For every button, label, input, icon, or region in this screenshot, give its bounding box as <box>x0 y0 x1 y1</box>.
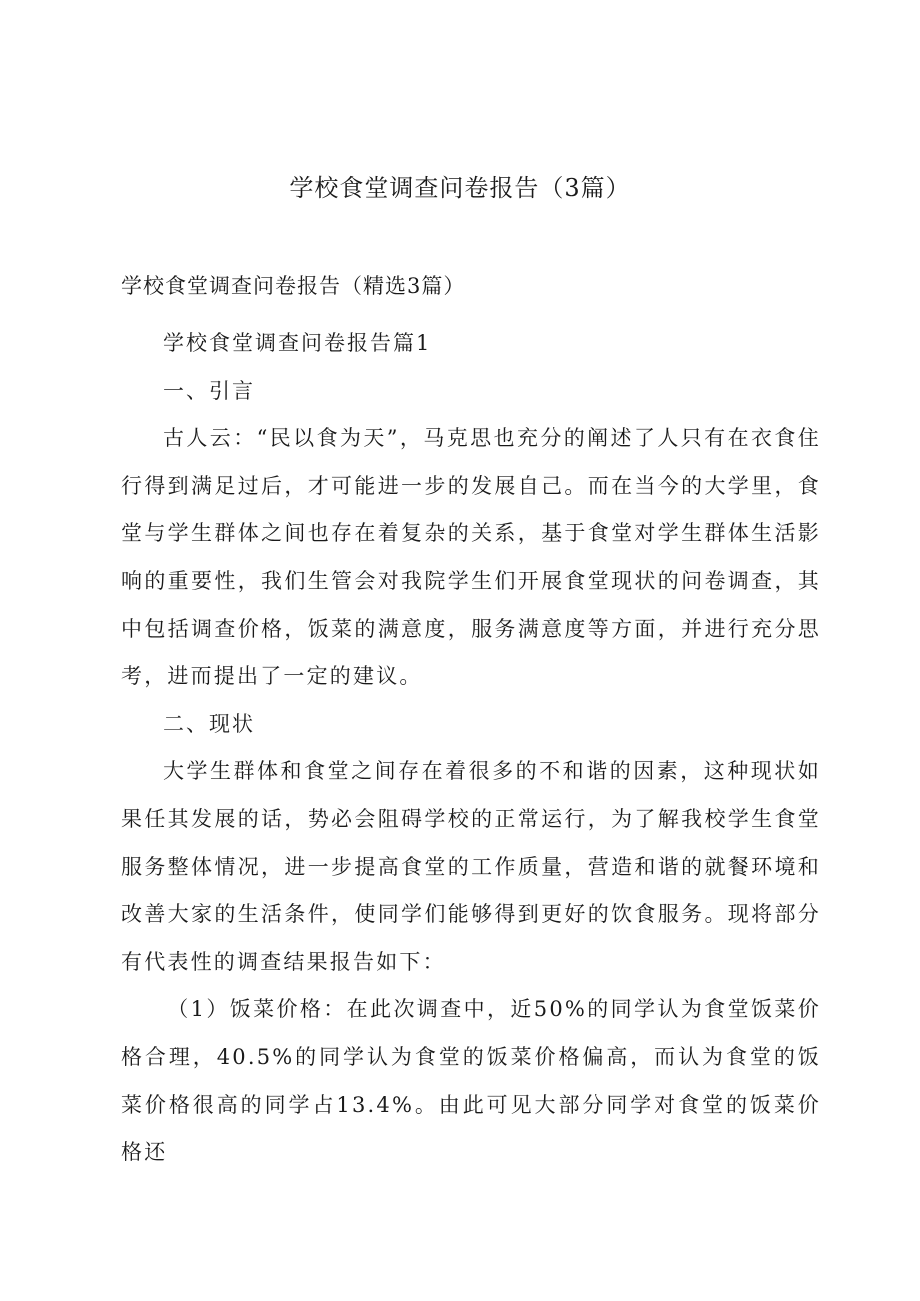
document-body <box>121 320 821 1177</box>
section-title: 学校食堂调查问卷报告篇1 <box>163 331 432 355</box>
document-title: 学校食堂调查问卷报告（3篇） <box>289 174 631 202</box>
document-subtitle: 学校食堂调查问卷报告（精选3篇） <box>121 274 466 298</box>
paragraph-status: 大学生群体和食堂之间存在着很多的不和谐的因素，这种现状如果任其发展的话，势必会阻碍学校的正常运行，为了解我校学生食堂服务整体情况，进一步提高食堂的工作质量，营造和谐的就餐环境和改善大家的生活条件，使同学们能够得到更好的饮食服务。现将部分有代表性的调查结果报告如下： <box>121 759 821 974</box>
heading-introduction: 一、引言 <box>163 378 255 403</box>
paragraph-introduction: 古人云：“民以食为天”，马克思也充分的阐述了人只有在衣食住行得到满足过后，才可能进一步的发展自己。而在当今的大学里，食堂与学生群体之间也存在着复杂的关系，基于食堂对学生群体生活影响的重要性，我们生管会对我院学生们开展食堂现状的问卷调查，其中包括调查价格，饭菜的满意度，服务满意度等方面，并进行充分思考，进而提出了一定的建议。 <box>121 426 821 689</box>
paragraph-price: （1）饭菜价格：在此次调查中，近50%的同学认为食堂饭菜价格合理，40.5%的同学认为食堂的饭菜价格偏高，而认为食堂的饭菜价格很高的同学占13.4%。由此可见大部分同学对食堂的饭菜价格还 <box>121 997 821 1165</box>
heading-status: 二、现状 <box>163 711 255 736</box>
